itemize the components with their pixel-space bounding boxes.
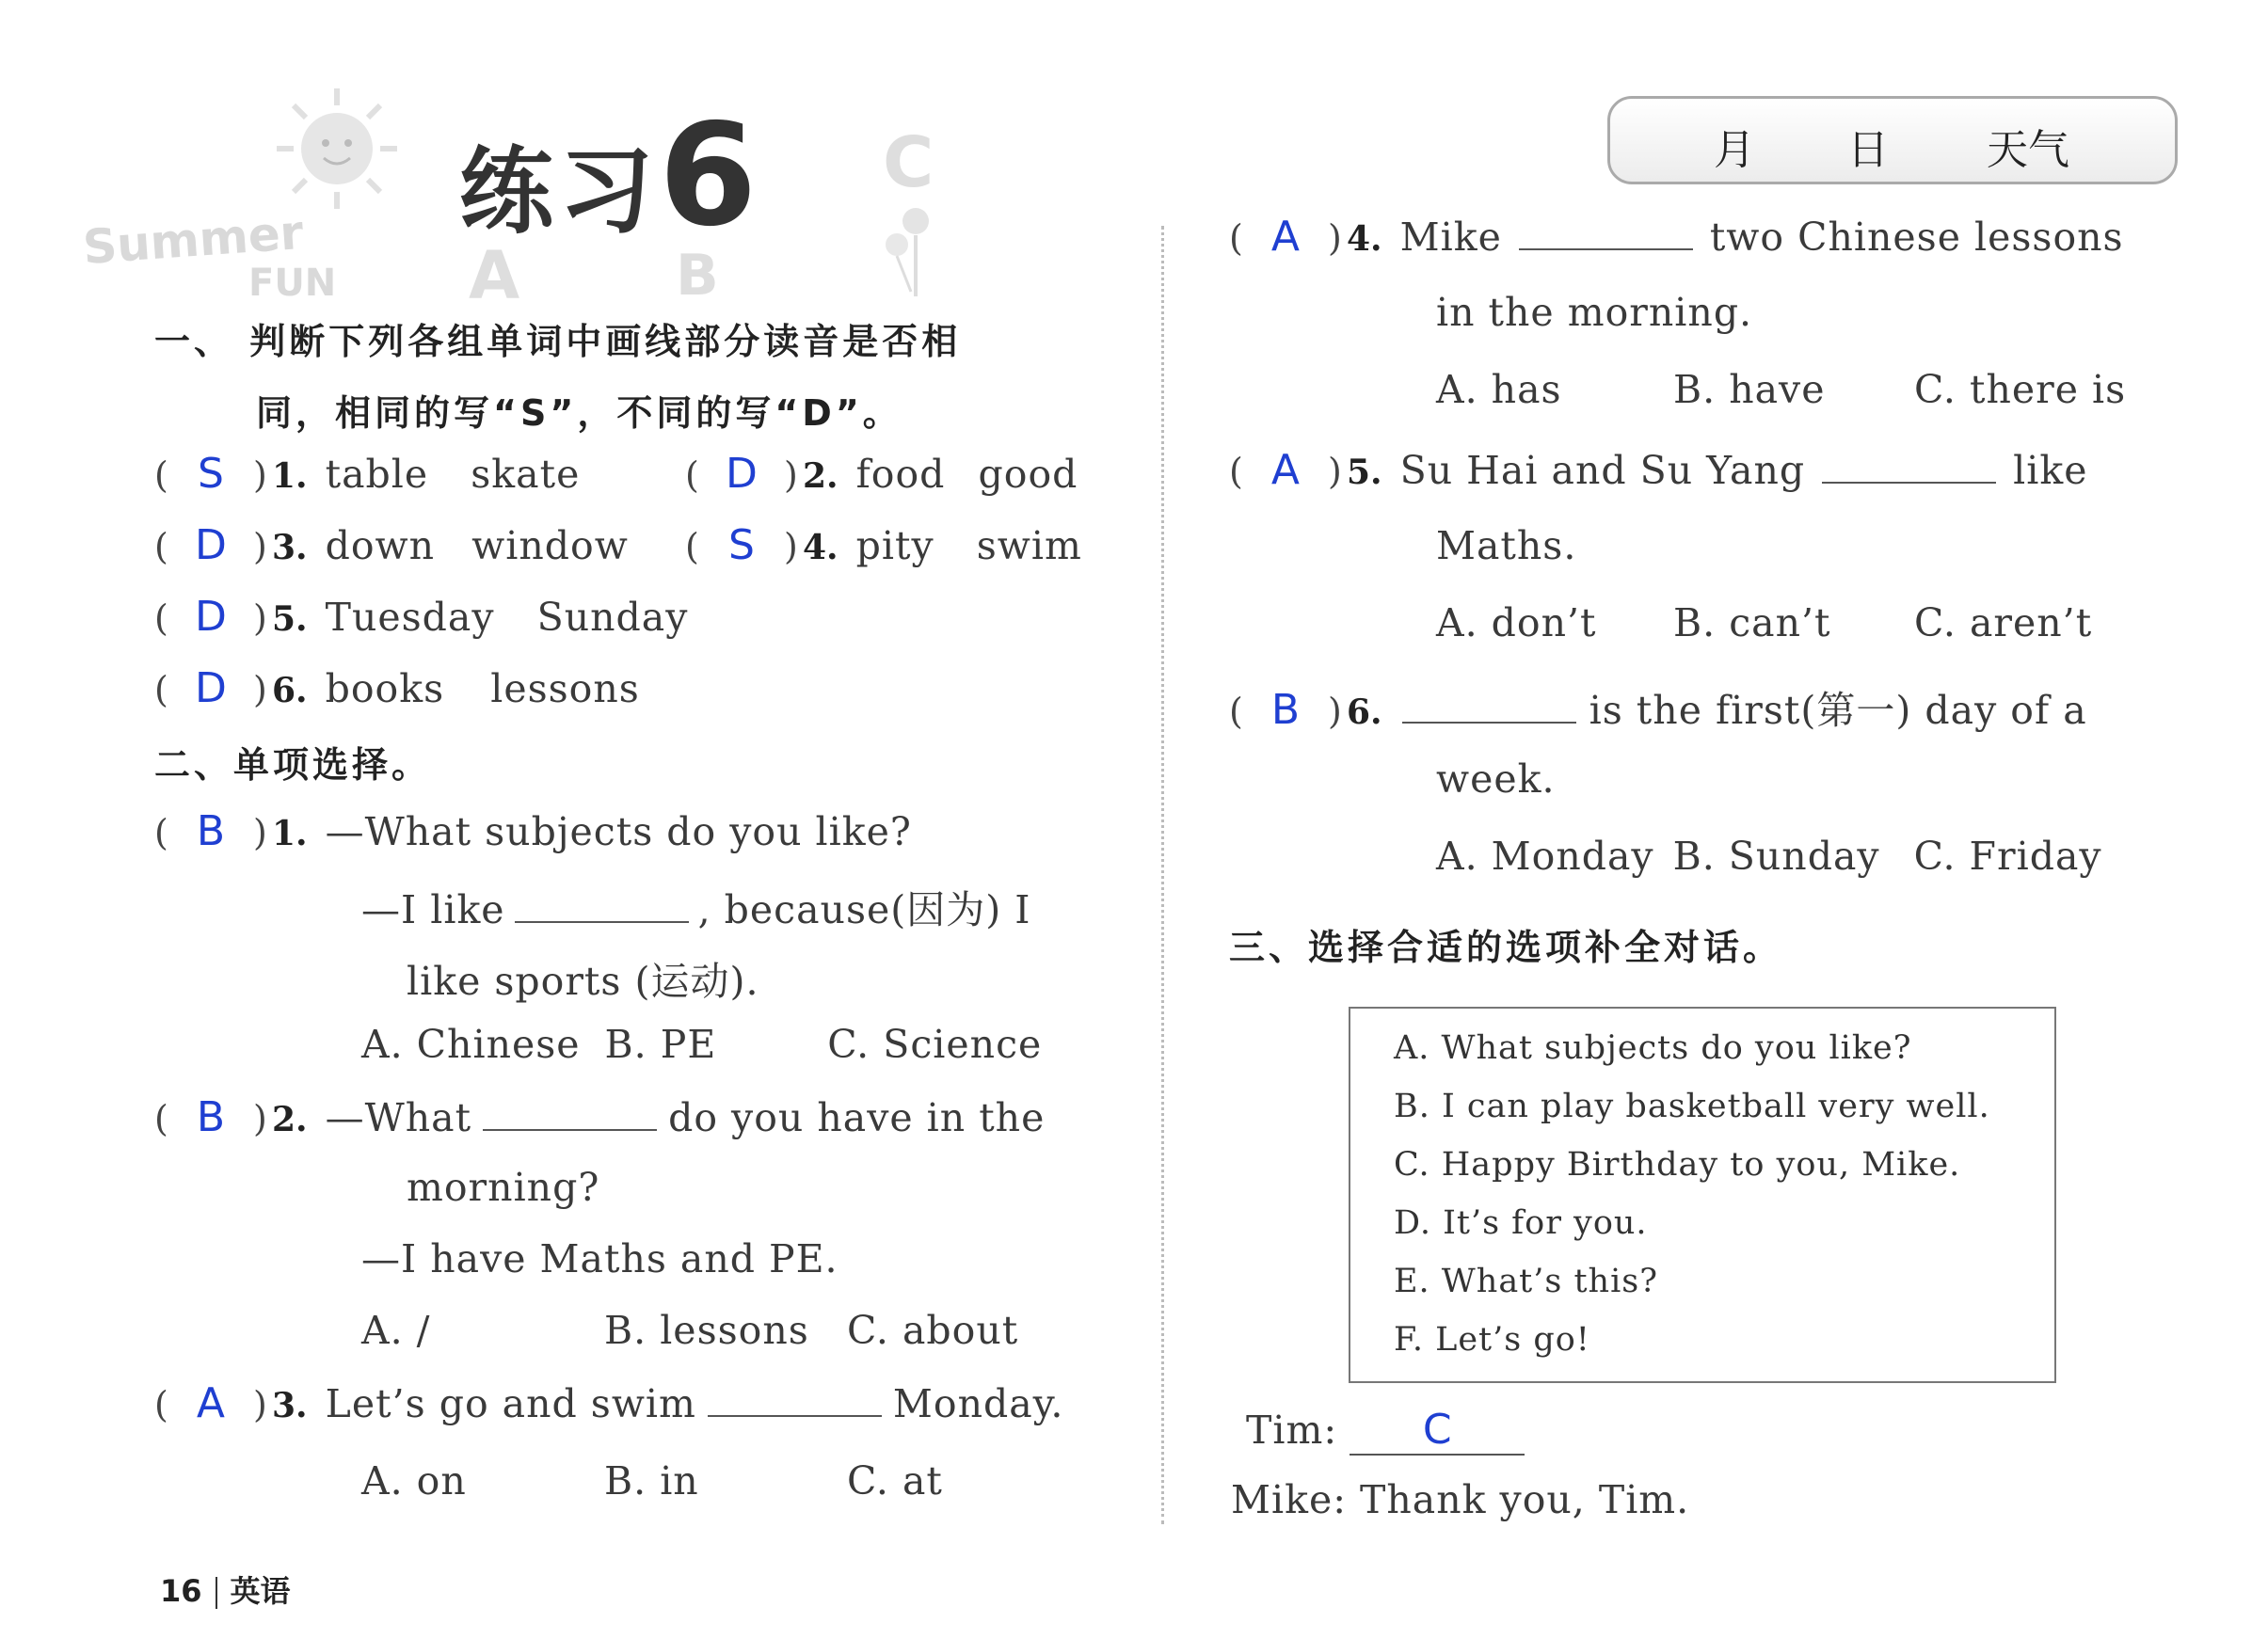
s2-question-6: ( B ) 6. is the first(第一) day of a (1229, 686, 2087, 734)
worksheet-page (26, 28, 2242, 1618)
weather-label: 天气 (1987, 126, 2069, 174)
answer-mark: B (1270, 686, 1301, 734)
s2-q2-options: A. / B. lessons C. about (361, 1308, 1019, 1353)
s2-q1-line3: like sports (运动). (407, 959, 759, 1004)
s2-q4-line2: in the morning. (1436, 290, 1753, 335)
s2-q5-options: A. don’t B. can’t C. aren’t (1436, 600, 2093, 645)
s2-q2-line3: —I have Maths and PE. (361, 1236, 839, 1281)
date-weather-box (1607, 96, 2178, 184)
s2-q1-options: A. Chinese B. PE C. Science (361, 1022, 1043, 1067)
s1-item-3: ( D ) 3. down window (154, 521, 629, 569)
s2-q3-options: A. on B. in C. at (361, 1458, 943, 1504)
dialog-answer-blank (1350, 1406, 1525, 1456)
column-divider (1161, 226, 1164, 1524)
answer-mark: A (196, 1379, 225, 1427)
dialog-option-c: C. Happy Birthday to you, Mike. (1394, 1146, 1961, 1184)
fun-decoration: FUN (248, 262, 337, 305)
letter-b-decoration: B (676, 243, 719, 309)
answer-mark: D (725, 450, 758, 498)
summer-decoration: Summer (81, 204, 306, 276)
answer-blank (515, 893, 689, 923)
s2-question-2: ( B ) 2. —What do you have in the (154, 1093, 1046, 1141)
letter-c-decoration: C (883, 122, 934, 203)
answer-blank (1402, 693, 1576, 724)
s1-item-1: ( S ) 1. table skate (154, 450, 581, 498)
answer-blank (1519, 220, 1693, 250)
answer-mark: D (194, 521, 227, 569)
s1-item-5: ( D ) 5. Tuesday Sunday (154, 593, 689, 641)
dialog-option-a: A. What subjects do you like? (1394, 1029, 1912, 1067)
s2-question-3: ( A ) 3. Let’s go and swim Monday. (154, 1379, 1064, 1427)
answer-mark: S (197, 450, 224, 498)
answer-mark: B (196, 1093, 226, 1141)
s2-q6-line2: week. (1436, 756, 1556, 802)
s2-q6-options: A. Monday B. Sunday C. Friday (1436, 834, 2102, 879)
dialog-line-2: Mike: Thank you, Tim. (1231, 1477, 1690, 1522)
answer-blank (708, 1387, 882, 1417)
s2-q2-line2: morning? (407, 1165, 600, 1210)
answer-mark: D (194, 593, 227, 641)
dialog-option-b: B. I can play basketball very well. (1394, 1088, 1990, 1125)
month-label: 月 (1714, 126, 1755, 174)
section3-heading: 三、选择合适的选项补全对话。 (1229, 927, 1783, 968)
page-number: 16 (160, 1573, 202, 1609)
flower-icon (873, 198, 958, 301)
answer-mark: D (194, 664, 227, 712)
s1-item-4: ( S ) 4. pity swim (685, 521, 1082, 569)
s2-question-1: ( B ) 1. —What subjects do you like? (154, 807, 912, 855)
s2-q5-line2: Maths. (1436, 523, 1577, 568)
answer-blank (1822, 454, 1996, 484)
dialog-options-box (1349, 1007, 2056, 1383)
answer-mark: S (727, 521, 755, 569)
s2-q1-line2: —I like , because(因为) I (361, 887, 1031, 932)
dialog-option-f: F. Let’s go! (1394, 1321, 1590, 1359)
subject-label: 英语 (230, 1573, 291, 1609)
day-label: 日 (1847, 126, 1889, 174)
answer-mark: B (196, 807, 226, 855)
page-footer (160, 1567, 291, 1611)
s2-question-5: ( A ) 5. Su Hai and Su Yang like (1229, 446, 2088, 494)
answer-mark: C (1422, 1406, 1452, 1454)
section2-heading: 二、单项选择。 (154, 744, 432, 786)
sun-icon (271, 83, 403, 215)
answer-mark: A (1270, 213, 1300, 261)
dialog-option-d: D. It’s for you. (1394, 1204, 1648, 1242)
s2-question-4: ( A ) 4. Mike two Chinese lessons (1229, 213, 2124, 261)
footer-separator (216, 1577, 217, 1609)
dialog-line-1: Tim: C (1246, 1406, 1525, 1456)
dialog-option-e: E. What’s this? (1394, 1263, 1658, 1300)
s2-q4-options: A. has B. have C. there is (1436, 367, 2127, 412)
s1-item-6: ( D ) 6. books lessons (154, 664, 640, 712)
s1-item-2: ( D ) 2. food good (685, 450, 1078, 498)
page-title: 练习6 (459, 94, 763, 258)
letter-a-decoration: A (469, 237, 520, 314)
answer-blank (483, 1101, 657, 1131)
section1-heading: 一、 判断下列各组单词中画线部分读音是否相 (154, 321, 962, 362)
section1-heading-cont: 同，相同的写“S”，不同的写“D”。 (256, 392, 902, 434)
answer-mark: A (1270, 446, 1300, 494)
